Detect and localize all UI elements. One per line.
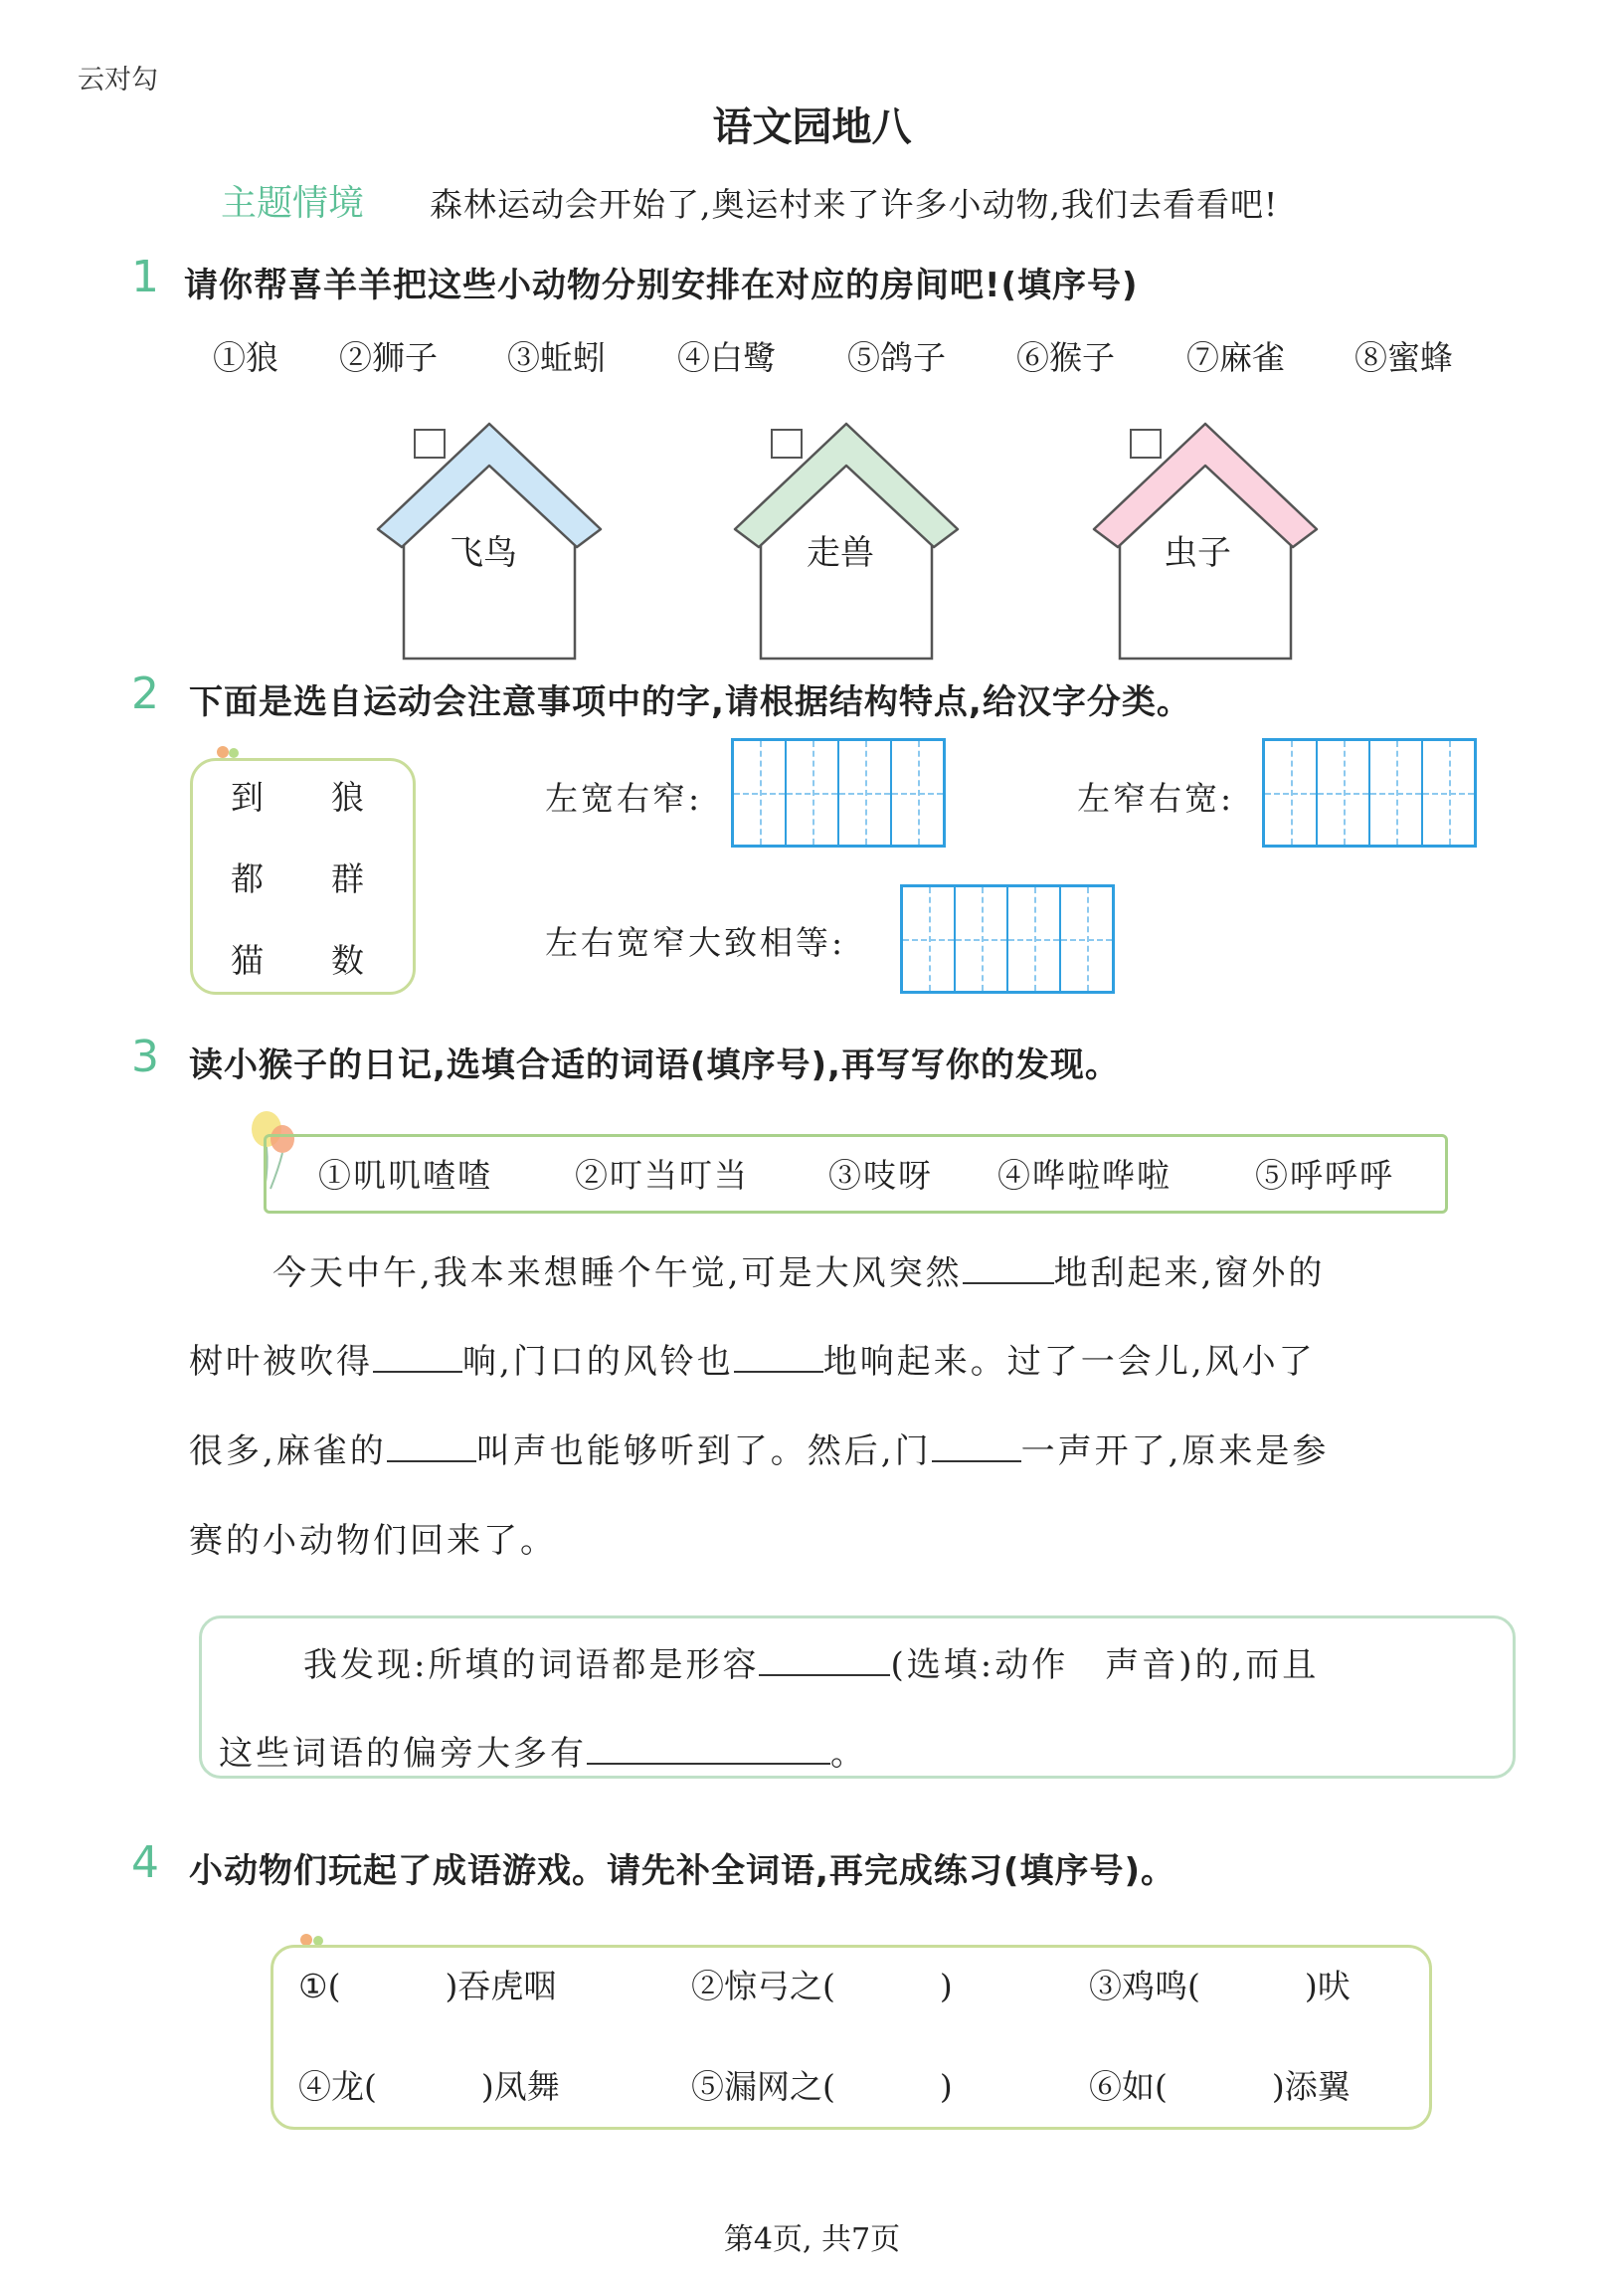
q1-option: ⑦麻雀 — [1186, 338, 1285, 377]
blank-1[interactable] — [963, 1252, 1054, 1284]
brand-text: 云对勾 — [78, 65, 158, 95]
diary-text: 很多,麻雀的 — [189, 1431, 387, 1471]
label-equal: 左右宽窄大致相等: — [545, 923, 846, 962]
diary-text: 地响起来。过了一会儿,风小了 — [822, 1342, 1316, 1382]
idiom-part: ) — [939, 1967, 953, 2005]
idiom-part: )添翼 — [1271, 2067, 1351, 2106]
answer-grid-narrow-wide[interactable] — [1262, 738, 1477, 848]
diary-text: 叫声也能够听到了。然后,门 — [475, 1431, 932, 1471]
q2-char: 群 — [331, 859, 364, 898]
idiom-part: ) — [939, 2067, 953, 2106]
idiom-part: ⑥如( — [1089, 2067, 1168, 2106]
blank-finding-2[interactable] — [587, 1733, 830, 1765]
blank-2[interactable] — [373, 1341, 462, 1373]
q1-option: ②狮子 — [339, 338, 438, 377]
house-label: 走兽 — [807, 533, 874, 573]
q4-number: 4 — [131, 1837, 159, 1888]
page-number: 第4页, 共7页 — [723, 2222, 901, 2257]
q1-text: 请你帮喜羊羊把这些小动物分别安排在对应的房间吧!(填序号) — [184, 266, 1139, 305]
diary-line-3 — [189, 1424, 1329, 1472]
idiom-item — [298, 1961, 556, 2007]
finding-text: 这些词语的偏旁大多有 — [219, 1734, 587, 1774]
label-narrow-wide: 左窄右宽: — [1077, 779, 1235, 818]
q2-char: 到 — [231, 778, 264, 817]
decor-dot — [217, 746, 229, 758]
q1-option: ⑧蜜蜂 — [1354, 338, 1453, 377]
diary-text: 一声开了,原来是参 — [1020, 1431, 1330, 1471]
diary-text: 地刮起来,窗外的 — [1053, 1253, 1326, 1293]
diary-line-2 — [189, 1334, 1316, 1383]
blank-5[interactable] — [932, 1430, 1021, 1462]
word-option: ③吱呀 — [828, 1156, 933, 1195]
word-option: ②叮当叮当 — [575, 1156, 749, 1195]
idiom-item — [1089, 2061, 1351, 2108]
idiom-part: )凤舞 — [480, 2067, 560, 2106]
idiom-part: ③鸡鸣( — [1089, 1967, 1200, 2005]
q1-option: ①狼 — [213, 338, 278, 377]
blank-finding-1[interactable] — [759, 1644, 890, 1676]
q2-char: 数 — [331, 941, 364, 980]
q2-char-card — [190, 758, 416, 995]
q1-option: ③蚯蚓 — [507, 338, 606, 377]
word-option: ⑤呼呼呼 — [1255, 1156, 1394, 1195]
word-option: ①叽叽喳喳 — [318, 1156, 492, 1195]
idiom-item — [691, 1961, 953, 2007]
idiom-part: ⑤漏网之( — [691, 2067, 835, 2106]
q3-text: 读小猴子的日记,选填合适的词语(填序号),再写写你的发现。 — [189, 1045, 1120, 1085]
finding-line-1 — [303, 1637, 1319, 1686]
finding-text: 我发现:所填的词语都是形容 — [303, 1645, 760, 1685]
finding-text: (选填:动作 声音)的,而且 — [890, 1645, 1320, 1685]
idiom-part: )吠 — [1304, 1967, 1351, 2005]
idiom-part: ①( — [298, 1967, 341, 2005]
blank-3[interactable] — [734, 1341, 823, 1373]
q3-number: 3 — [131, 1032, 159, 1082]
idiom-part: )吞虎咽 — [445, 1967, 557, 2005]
label-wide-narrow: 左宽右窄: — [545, 779, 703, 818]
q2-char: 猫 — [231, 941, 264, 980]
diary-text: 树叶被吹得 — [189, 1342, 373, 1382]
q2-char: 都 — [231, 859, 264, 898]
idiom-part: ②惊弓之( — [691, 1967, 835, 2005]
q1-number: 1 — [131, 252, 159, 302]
q4-text: 小动物们玩起了成语游戏。请先补全词语,再完成练习(填序号)。 — [189, 1851, 1175, 1891]
finding-line-2 — [219, 1726, 867, 1775]
house-label: 飞鸟 — [450, 533, 517, 573]
decor-dot — [229, 748, 239, 758]
diary-text: 今天中午,我本来想睡个午觉,可是大风突然 — [272, 1253, 963, 1293]
idiom-item — [1089, 1961, 1351, 2007]
idiom-part: ④龙( — [298, 2067, 377, 2106]
word-option: ④哗啦哗啦 — [997, 1156, 1172, 1195]
finding-text: 。 — [830, 1734, 867, 1774]
diary-text: 响,门口的风铃也 — [462, 1342, 734, 1382]
theme-label: 主题情境 — [221, 183, 365, 224]
q1-option: ⑥猴子 — [1016, 338, 1115, 377]
diary-line-1 — [272, 1245, 1325, 1294]
q1-option: ⑤鸽子 — [847, 338, 946, 377]
q2-number: 2 — [131, 668, 159, 719]
idiom-item — [691, 2061, 953, 2108]
diary-text: 赛的小动物们回来了。 — [189, 1521, 557, 1561]
blank-4[interactable] — [387, 1430, 476, 1462]
q1-option: ④白鹭 — [677, 338, 776, 377]
house-label: 虫子 — [1164, 533, 1231, 573]
q2-text: 下面是选自运动会注意事项中的字,请根据结构特点,给汉字分类。 — [189, 682, 1191, 722]
q2-char: 狼 — [331, 778, 364, 817]
theme-text: 森林运动会开始了,奥运村来了许多小动物,我们去看看吧! — [430, 185, 1279, 224]
page-title: 语文园地八 — [712, 103, 912, 150]
answer-grid-equal[interactable] — [900, 884, 1115, 994]
answer-grid-wide-narrow[interactable] — [731, 738, 946, 848]
idiom-item — [298, 2061, 560, 2108]
